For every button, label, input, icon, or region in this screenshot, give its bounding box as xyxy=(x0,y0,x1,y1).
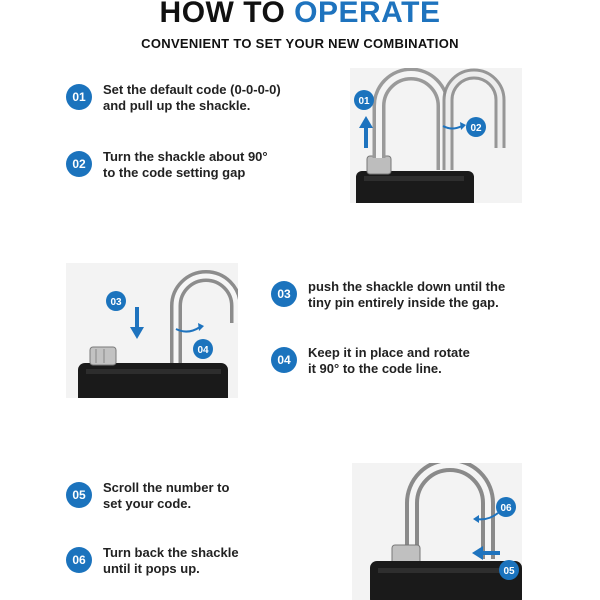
step-line: tiny pin entirely inside the gap. xyxy=(308,295,499,310)
lock-image-2 xyxy=(66,263,238,398)
step-badge: 03 xyxy=(271,281,297,307)
step-badge: 02 xyxy=(66,151,92,177)
step-06 xyxy=(66,545,323,577)
page-title xyxy=(0,0,600,30)
step-text xyxy=(103,149,323,181)
step-line: Set the default code (0-0-0-0) xyxy=(103,82,281,97)
step-badge: 04 xyxy=(271,347,297,373)
lock-body xyxy=(370,561,522,600)
step-badge: 06 xyxy=(66,547,92,573)
step-text xyxy=(103,82,323,114)
step-text xyxy=(103,480,323,512)
step-line: Keep it in place and rotate xyxy=(308,345,470,360)
svg-text:06: 06 xyxy=(500,503,512,514)
step-text xyxy=(103,545,323,577)
step-04 xyxy=(271,345,528,377)
step-05 xyxy=(66,480,323,512)
step-line: set your code. xyxy=(103,496,192,511)
pin-cylinder xyxy=(367,156,391,174)
lock-body xyxy=(356,171,474,203)
svg-text:03: 03 xyxy=(110,297,122,308)
step-badge: 05 xyxy=(66,482,92,508)
step-01 xyxy=(66,82,323,114)
step-line: Scroll the number to xyxy=(103,480,230,495)
lock-illustration xyxy=(350,68,522,203)
up-arrow-icon xyxy=(359,116,373,128)
step-line: it 90° to the code line. xyxy=(308,361,442,376)
title-main: HOW TO xyxy=(159,0,295,29)
shackle xyxy=(412,465,488,559)
step-line: Turn the shackle about 90° xyxy=(103,149,268,164)
down-arrow-icon xyxy=(130,327,144,339)
lock-illustration xyxy=(352,463,522,600)
svg-text:02: 02 xyxy=(470,123,482,134)
svg-text:01: 01 xyxy=(358,96,370,107)
step-badge: 01 xyxy=(66,84,92,110)
left-arrow-icon xyxy=(472,546,483,560)
step-text xyxy=(308,345,528,377)
step-line: Turn back the shackle xyxy=(103,545,239,560)
lock-body xyxy=(78,363,228,398)
title-accent: OPERATE xyxy=(294,0,441,29)
step-text xyxy=(308,279,548,311)
step-02 xyxy=(66,149,323,181)
lock-image-3 xyxy=(352,463,522,600)
lock-image-1 xyxy=(350,68,522,203)
step-line: push the shackle down until the xyxy=(308,279,506,294)
pin-cylinder xyxy=(90,347,116,365)
lock-illustration xyxy=(66,263,238,398)
step-line: to the code setting gap xyxy=(103,165,246,180)
svg-text:04: 04 xyxy=(197,345,209,356)
step-line: until it pops up. xyxy=(103,561,200,576)
step-line: and pull up the shackle. xyxy=(103,98,251,113)
svg-text:05: 05 xyxy=(503,566,515,577)
page-subtitle: CONVENIENT TO SET YOUR NEW COMBINATION xyxy=(141,36,459,51)
step-03 xyxy=(271,279,548,311)
